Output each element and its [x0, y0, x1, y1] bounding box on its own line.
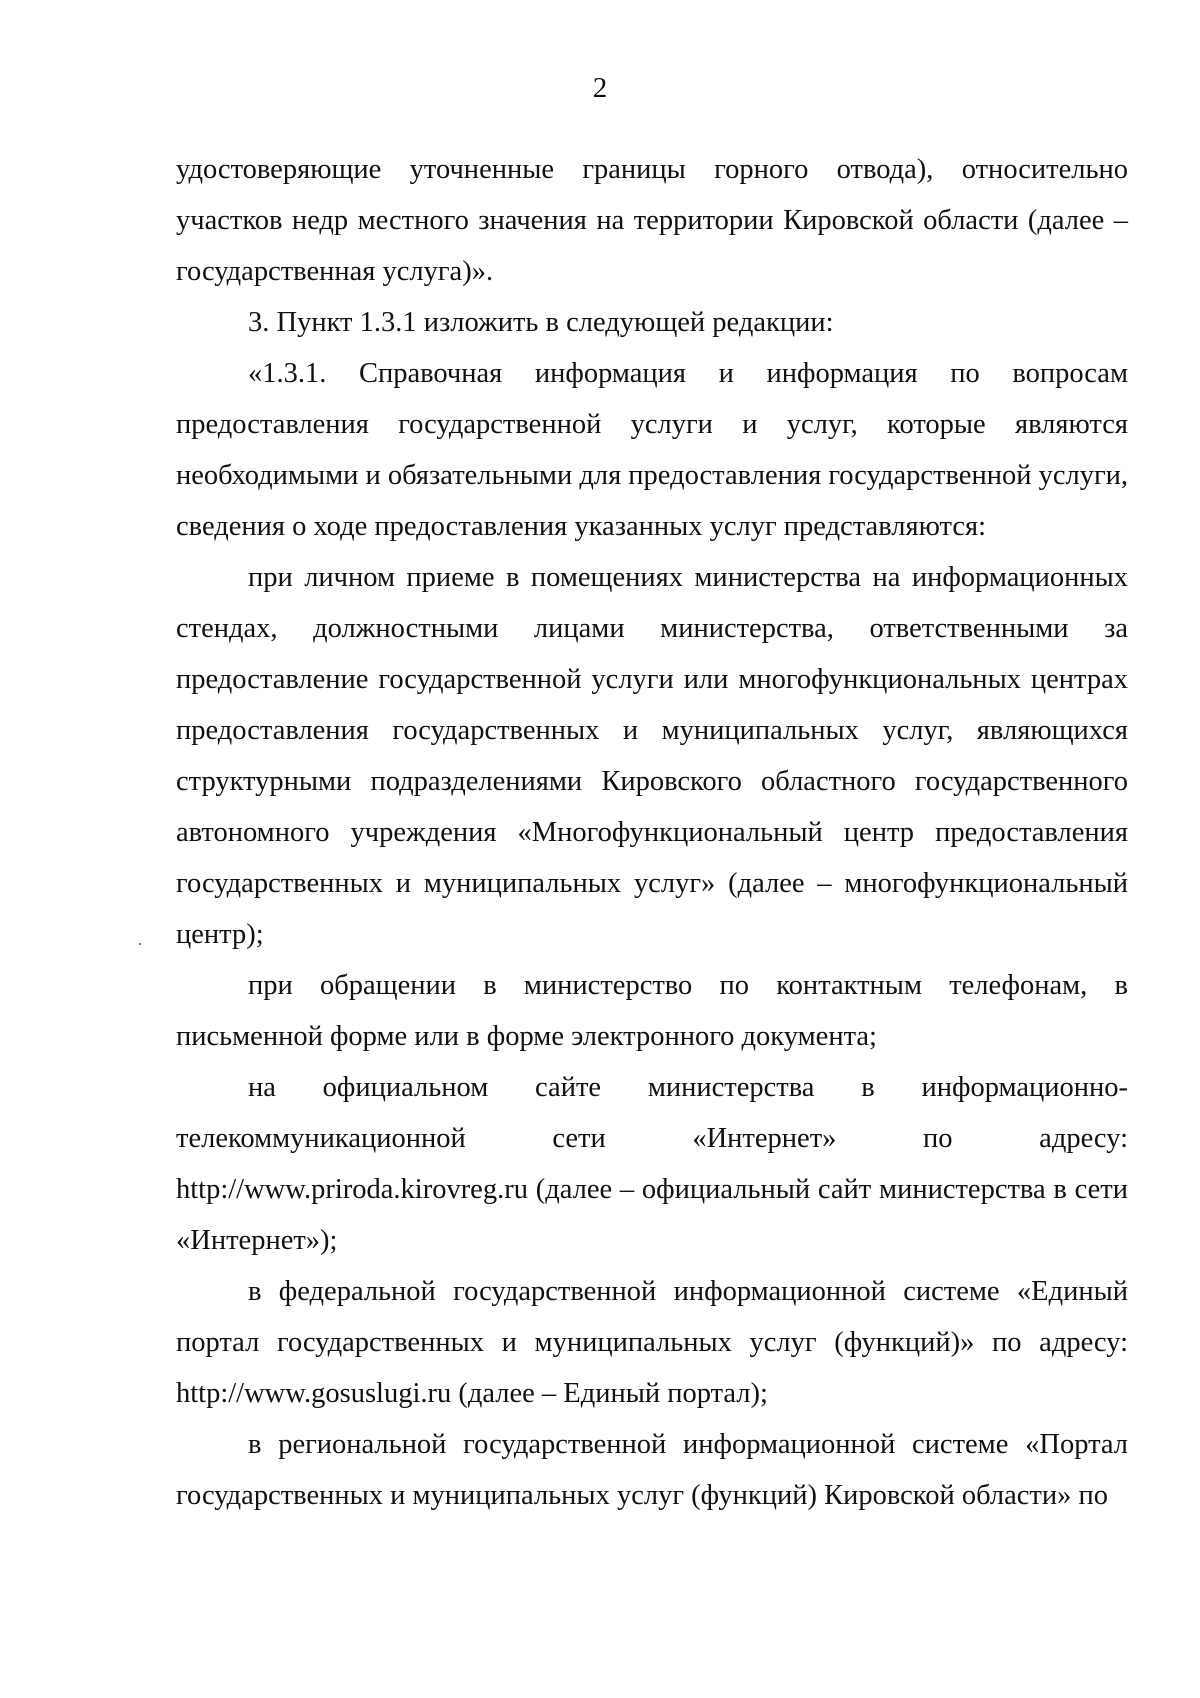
paragraph-federal-portal: в федеральной государственной информационной системе «Единый портал государственных и муниципальных услуг (функций)» по адресу: http://www.gosuslugi.ru (далее – Единый портал); [176, 1276, 1128, 1409]
document-body [176, 144, 1128, 1521]
paragraph-continuation: удостоверяющие уточненные границы горного отвода), относительно участков недр местного значения на территории Кировской области (далее – государственная услуга)». [176, 154, 1128, 287]
paragraph-contact-phones: при обращении в министерство по контактным телефонам, в письменной форме или в форме электронного документа; [176, 970, 1128, 1052]
paragraph-1-3-1: «1.3.1. Справочная информация и информация по вопросам предоставления государственной услуги и услуг, которые являются необходимыми и обязательными для предоставления государственной услуги, сведения о ходе предоставления указанных услуг представляются: [176, 358, 1129, 542]
paragraph-official-site: на официальном сайте министерства в информационно-телекоммуникационной сети «Интернет» по адресу: http://www.priroda.kirovreg.ru (далее – официальный сайт министерства в сети «Интернет»); [176, 1072, 1128, 1256]
paragraph-regional-portal: в региональной государственной информационной системе «Портал государственных и муниципальных услуг (функций) Кировской области» по [176, 1429, 1128, 1511]
paragraph-item-3: 3. Пункт 1.3.1 изложить в следующей редакции: [248, 307, 834, 338]
paragraph-personal-reception: при личном приеме в помещениях министерства на информационных стендах, должностными лицами министерства, ответственными за предоставление государственной услуги или многофункциональных центрах предоставления государственных и муниципальных услуг, являющихся структурными подразделениями Кировского областного государственного автономного учреждения «Многофункциональный центр предоставления государственных и муниципальных услуг» (далее – многофункциональный центр); [176, 562, 1128, 950]
page-number: 2 [592, 72, 608, 104]
scan-speck [139, 943, 141, 945]
